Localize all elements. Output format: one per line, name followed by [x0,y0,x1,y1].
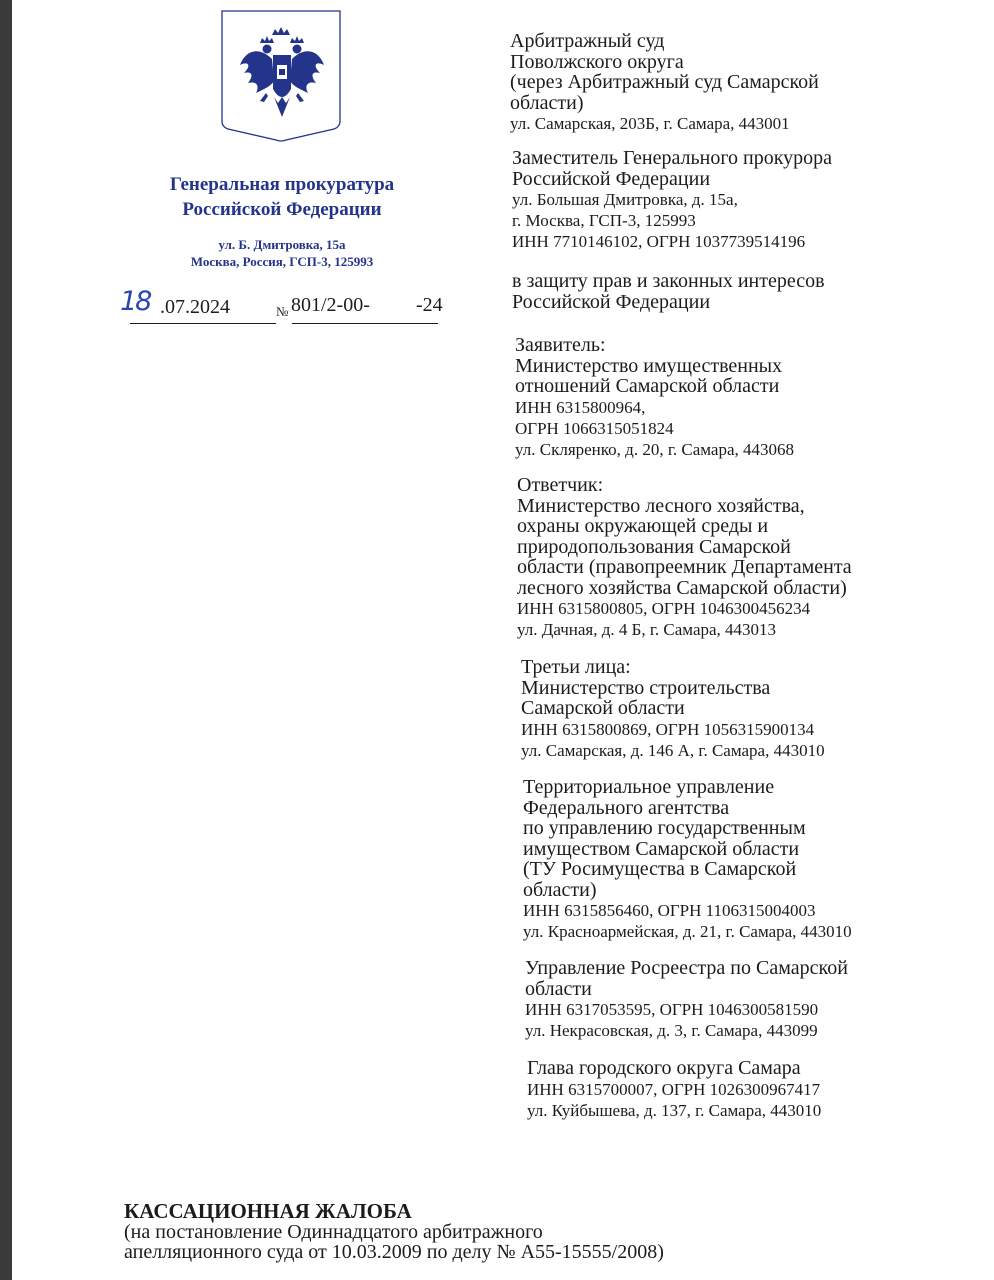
court-line: (через Арбитражный суд Самарской [510,71,819,93]
respondent-line: Министерство лесного хозяйства, [517,494,805,517]
tu-line: (ТУ Росимущества в Самарской [523,858,797,880]
rosreestr-line: области [525,977,592,1000]
org-address-line2: Москва, Россия, ГСП-3, 125993 [190,254,374,269]
court-line: области) [510,91,584,114]
respondent-line: охраны окружающей среды и [517,515,769,537]
org-address-line1: ул. Б. Дмитровка, 15а [218,237,346,252]
prosecutor-line: Заместитель Генерального прокурора [512,147,833,169]
court-address: ул. Самарская, 203Б, г. Самара, 443001 [510,114,790,133]
tu-detail: ул. Красноармейская, д. 21, г. Самара, 443010 [523,922,852,941]
addressee-court [510,31,819,134]
third-party-line: Третьи лица: [521,656,631,678]
tu-line: по управлению государственным [523,817,806,839]
respondent-line: природопользования Самарской [517,535,791,558]
respondent-line: Ответчик: [517,474,604,496]
tu-line: Федерального агентства [523,796,730,819]
addressee-prosecutor [512,148,832,252]
applicant-detail: ОГРН 1066315051824 [515,418,674,438]
rosreestr-line: Управление Росреестра по Самарской [525,957,848,979]
document-subtitle-line: (на постановление Одиннадцатого арбитражного [124,1221,543,1243]
date-underline [130,323,276,324]
interest-line: в защиту прав и законных интересов [512,270,825,292]
applicant-block [515,335,794,460]
org-name-line2: Российской Федерации [182,199,382,220]
coat-of-arms-emblem [220,9,342,143]
prosecutor-address-line: ул. Большая Дмитровка, д. 15а, [512,190,738,209]
tu-rosimushchestvo-block [523,777,852,942]
rosreestr-detail: ул. Некрасовская, д. 3, г. Самара, 443099 [525,1021,818,1040]
letterhead-org-name [112,172,452,222]
respondent-line: области (правопреемник Департамента [517,556,852,578]
head-samara-line: Глава городского округа Самара [527,1057,801,1079]
applicant-line: Министерство имущественных [515,354,783,377]
applicant-detail: ИНН 6315800964, [515,397,646,417]
respondent-line: лесного хозяйства Самарской области) [517,576,847,599]
document-title [124,1200,664,1262]
applicant-detail: ул. Скляренко, д. 20, г. Самара, 443068 [515,439,794,459]
document-page [12,0,994,1280]
respondent-detail: ИНН 6315800805, ОГРН 1046300456234 [517,599,811,618]
interest-line: Российской Федерации [512,290,711,313]
letterhead-address [112,236,452,270]
third-party-detail: ИНН 6315800869, ОГРН 1056315900134 [521,719,815,739]
tu-line: имуществом Самарской области [523,837,800,860]
respondent-detail: ул. Дачная, д. 4 Б, г. Самара, 443013 [517,620,777,639]
number-sign: № [276,304,289,319]
document-subtitle-line: апелляционного суда от 10.03.2009 по делу № А55-15555/2008) [124,1241,664,1263]
interest-statement [512,271,825,312]
court-line: Поволжского округа [510,50,684,73]
prosecutor-address-line: ИНН 7710146102, ОГРН 1037739514196 [512,232,806,251]
prosecutor-line: Российской Федерации [512,167,711,190]
tu-line: Территориальное управление [523,776,775,798]
applicant-line: Заявитель: [515,334,606,356]
court-line: Арбитражный суд [510,30,665,52]
third-parties-block [521,657,825,761]
registration-number-suffix: -24 [416,294,443,316]
registration-number: 801/2-00- [291,294,370,316]
rosreestr-block [525,958,848,1041]
head-samara-block [527,1058,821,1121]
head-samara-detail: ИНН 6315700007, ОГРН 1026300967417 [527,1079,821,1099]
number-underline [292,323,438,324]
document-heading: КАССАЦИОННАЯ ЖАЛОБА [124,1199,412,1223]
org-name-line1: Генеральная прокуратура [169,174,395,195]
rosreestr-detail: ИНН 6317053595, ОГРН 1046300581590 [525,1000,819,1019]
applicant-line: отношений Самарской области [515,375,780,397]
third-party-detail: ул. Самарская, д. 146 А, г. Самара, 443010 [521,740,825,760]
respondent-block [517,475,852,640]
handwritten-day: 18 [120,286,151,317]
registration-date: .07.2024 [160,296,230,318]
prosecutor-address-line: г. Москва, ГСП-3, 125993 [512,211,696,230]
head-samara-detail: ул. Куйбышева, д. 137, г. Самара, 443010 [527,1100,822,1120]
tu-line: области) [523,878,597,901]
third-party-line: Самарской области [521,697,685,719]
tu-detail: ИНН 6315856460, ОГРН 1106315004003 [523,901,816,920]
third-party-line: Министерство строительства [521,676,771,699]
